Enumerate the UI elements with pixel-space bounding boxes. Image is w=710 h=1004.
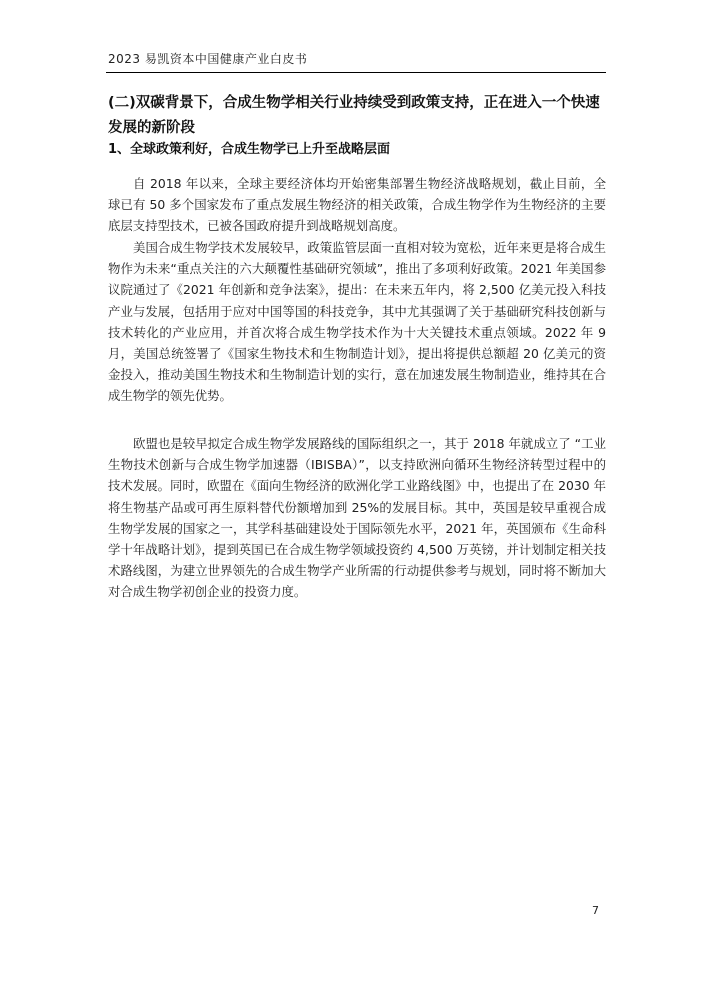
page-number: 7 [592, 904, 599, 917]
subsection-heading: 1、全球政策利好，合成生物学已上升至战略层面 [108, 142, 391, 157]
body-paragraph: 美国合成生物学技术发展较早，政策监管层面一直相对较为宽松，近年来更是将合成生物作为未来“重点关注的六大颠覆性基础研究领域”，推出了多项利好政策。2021 年美国参议院通过了《2021 年创新和竞争法案》，提出：在未来五年内，将 2,500 亿美元投入科技产业与发展，包括用于应对中国等国的科技竞争，其中尤其强调了关于基础研究科技创新与技术转化的产业应用，并首次将合成生物学技术作为十大关键技术重点领域。2022 年 9 月，美国总统签署了《国家生物技术和生物制造计划》，提出将提供总额超 20 亿美元的资金投入，推动美国生物技术和生物制造计划的实行，意在加速发展生物制造业，维持其在合成生物学的领先优势。 [108, 240, 606, 404]
section-heading: (二)双碳背景下，合成生物学相关行业持续受到政策支持，正在进入一个快速发展的新阶段 [108, 95, 600, 136]
body-paragraph: 欧盟也是较早拟定合成生物学发展路线的国际组织之一，其于 2018 年就成立了 “工业生物技术创新与合成生物学加速器（IBISBA）”，以支持欧洲向循环生物经济转型过程中的技术发展。同时，欧盟在《面向生物经济的欧洲化学工业路线图》中，也提出了在 2030 年将生物基产品或可再生原料替代份额增加到 25%的发展目标。其中，英国是较早重视合成生物学发展的国家之一，其学科基础建设处于国际领先水平，2021 年，英国颁布《生命科学十年战略计划》，提到英国已在合成生物学领域投资约 4,500 万英镑，并计划制定相关技术路线图，为建立世界领先的合成生物学产业所需的行动提供参考与规划，同时将不断加大对合成生物学初创企业的投资力度。 [108, 436, 606, 600]
body-paragraph: 自 2018 年以来，全球主要经济体均开始密集部署生物经济战略规划，截止目前，全球已有 50 多个国家发布了重点发展生物经济的相关政策，合成生物学作为生物经济的主要底层支持型技术，已被各国政府提升到战略规划高度。 [108, 176, 606, 234]
header-divider [106, 72, 606, 73]
running-header: 2023 易凯资本中国健康产业白皮书 [108, 52, 308, 66]
